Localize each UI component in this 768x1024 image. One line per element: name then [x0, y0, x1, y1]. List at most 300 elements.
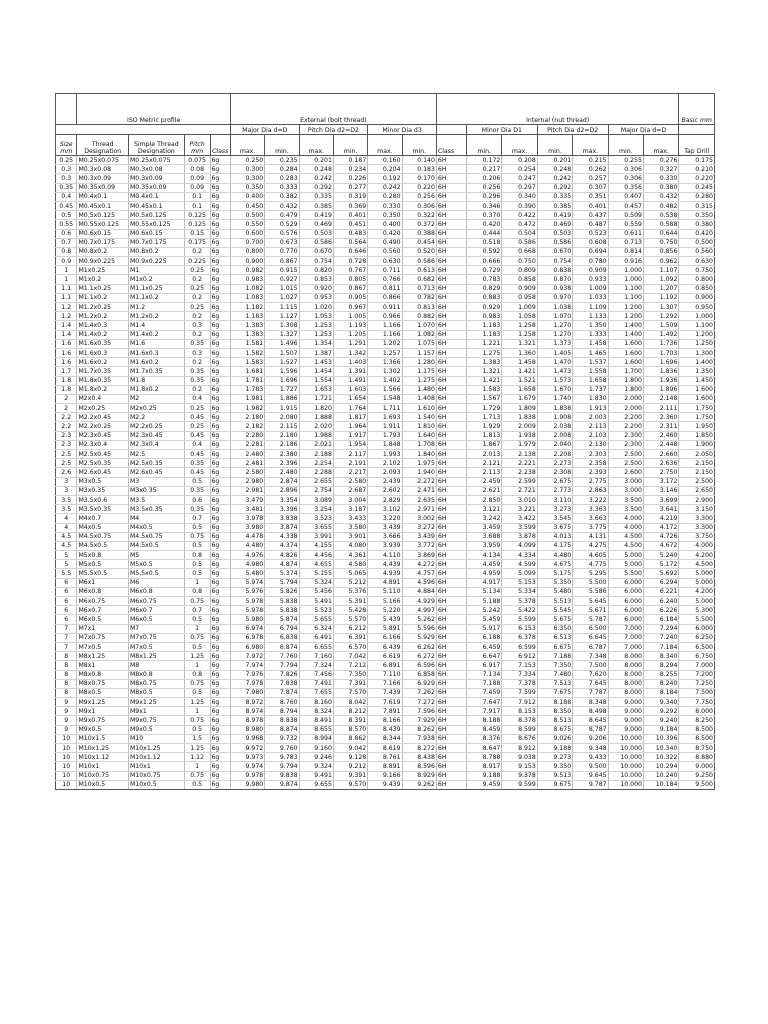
- cell-thread-designation: M9x1: [77, 707, 129, 716]
- cell-ext-major-max: 2.182: [230, 422, 264, 431]
- cell-simple-designation: M3.5x0.35: [128, 505, 184, 514]
- cell-class-int: 6H: [436, 597, 466, 606]
- cell-simple-designation: M5.5x0.5: [128, 569, 184, 578]
- cell-int-major-min: 10.000: [608, 762, 643, 771]
- cell-int-pitch-min: 0.870: [537, 275, 572, 284]
- cell-int-minor-min: 8.647: [466, 744, 501, 753]
- cell-ext-minor-max: 2.093: [368, 468, 402, 477]
- cell-class-ext: 6g: [210, 642, 230, 651]
- cell-simple-designation: M0.45x0.1: [128, 201, 184, 210]
- cell-simple-designation: M3x0.35: [128, 486, 184, 495]
- cell-class-ext: 6g: [210, 541, 230, 550]
- cell-tap-drill: 1.600: [679, 385, 715, 394]
- cell-int-major-max: 0.327: [644, 165, 679, 174]
- cell-ext-pitch-min: 5.065: [333, 569, 367, 578]
- cell-ext-major-max: 4.480: [230, 541, 264, 550]
- cell-ext-minor-min: 0.388: [402, 229, 436, 238]
- cell-int-minor-max: 4.599: [502, 560, 537, 569]
- cell-int-pitch-min: 8.350: [537, 707, 572, 716]
- cell-size: 0.35: [56, 183, 77, 192]
- cell-int-minor-max: 6.153: [502, 624, 537, 633]
- cell-class-int: 6H: [436, 330, 466, 339]
- cell-int-major-max: 5.172: [644, 560, 679, 569]
- cell-ext-minor-min: 5.929: [402, 633, 436, 642]
- cell-size: 2.6: [56, 468, 77, 477]
- header-int-major-min: min.: [608, 135, 643, 156]
- cell-simple-designation: M1: [128, 266, 184, 275]
- cell-tap-drill: 5.000: [679, 578, 715, 587]
- cell-class-int: 6H: [436, 165, 466, 174]
- cell-ext-minor-max: 1.366: [368, 358, 402, 367]
- header-int-pitch: Pitch Dia d2=D2: [537, 125, 608, 135]
- cell-class-int: 6H: [436, 192, 466, 201]
- cell-ext-pitch-max: 0.503: [299, 229, 333, 238]
- cell-int-pitch-max: 1.033: [573, 293, 608, 302]
- cell-ext-minor-max: 8.166: [368, 716, 402, 725]
- cell-int-minor-min: 7.459: [466, 688, 501, 697]
- cell-int-minor-max: 5.153: [502, 578, 537, 587]
- cell-thread-designation: M8x1.25: [77, 652, 129, 661]
- cell-int-pitch-min: 2.273: [537, 459, 572, 468]
- cell-size: 2: [56, 394, 77, 403]
- cell-simple-designation: M0.7x0.175: [128, 238, 184, 247]
- cell-pitch: 0.6: [184, 495, 210, 504]
- cell-ext-major-min: 1.327: [265, 330, 299, 339]
- cell-pitch: 0.75: [184, 597, 210, 606]
- cell-ext-major-min: 1.115: [265, 303, 299, 312]
- cell-int-minor-max: 6.599: [502, 642, 537, 651]
- cell-ext-major-min: 3.354: [265, 495, 299, 504]
- cell-ext-pitch-min: 1.817: [333, 413, 367, 422]
- cell-pitch: 1: [184, 661, 210, 670]
- cell-ext-pitch-min: 9.391: [333, 771, 367, 780]
- cell-int-minor-max: 7.378: [502, 679, 537, 688]
- cell-int-major-min: 4.500: [608, 541, 643, 550]
- cell-int-pitch-min: 0.419: [537, 211, 572, 220]
- cell-int-major-min: 9.000: [608, 716, 643, 725]
- cell-ext-major-min: 0.673: [265, 238, 299, 247]
- cell-ext-major-max: 0.550: [230, 220, 264, 229]
- cell-thread-designation: M9x0.5: [77, 725, 129, 734]
- cell-ext-pitch-min: 2.117: [333, 450, 367, 459]
- cell-tap-drill: 0.750: [679, 266, 715, 275]
- cell-ext-pitch-min: 5.391: [333, 597, 367, 606]
- cell-ext-minor-max: 8.344: [368, 734, 402, 743]
- cell-int-major-max: 4.219: [644, 514, 679, 523]
- cell-class-ext: 6g: [210, 725, 230, 734]
- cell-simple-designation: M9x0.5: [128, 725, 184, 734]
- cell-int-pitch-min: 1.573: [537, 376, 572, 385]
- cell-class-ext: 6g: [210, 679, 230, 688]
- cell-tap-drill: 1.000: [679, 312, 715, 321]
- cell-ext-major-min: 0.479: [265, 211, 299, 220]
- cell-tap-drill: 1.750: [679, 413, 715, 422]
- cell-size: 6: [56, 587, 77, 596]
- header-class-int: Class: [436, 135, 466, 156]
- thread-table-sheet: [55, 93, 715, 790]
- cell-int-major-min: 0.306: [608, 174, 643, 183]
- cell-pitch: 0.15: [184, 229, 210, 238]
- cell-class-ext: 6g: [210, 238, 230, 247]
- cell-simple-designation: M6x0.7: [128, 606, 184, 615]
- table-row: [56, 688, 715, 697]
- cell-class-int: 6H: [436, 220, 466, 229]
- cell-ext-pitch-max: 8.160: [299, 698, 333, 707]
- cell-int-pitch-min: 4.013: [537, 532, 572, 541]
- cell-int-pitch-min: 0.938: [537, 284, 572, 293]
- cell-ext-pitch-min: 1.342: [333, 348, 367, 357]
- cell-ext-minor-min: 2.971: [402, 505, 436, 514]
- cell-class-ext: 6g: [210, 404, 230, 413]
- cell-int-minor-min: 0.983: [466, 312, 501, 321]
- cell-int-pitch-max: 3.663: [573, 514, 608, 523]
- cell-int-major-min: 5.500: [608, 569, 643, 578]
- cell-int-minor-min: 0.729: [466, 266, 501, 275]
- cell-int-major-min: 6.000: [608, 606, 643, 615]
- cell-ext-major-max: 5.978: [230, 606, 264, 615]
- cell-ext-pitch-max: 9.246: [299, 753, 333, 762]
- cell-tap-drill: 0.315: [679, 201, 715, 210]
- cell-int-major-max: 0.856: [644, 247, 679, 256]
- cell-int-pitch-max: 1.009: [573, 284, 608, 293]
- cell-class-ext: 6g: [210, 514, 230, 523]
- cell-ext-pitch-max: 3.655: [299, 523, 333, 532]
- cell-int-major-max: 9.240: [644, 716, 679, 725]
- cell-int-minor-max: 4.099: [502, 541, 537, 550]
- cell-pitch: 0.75: [184, 633, 210, 642]
- cell-class-ext: 6g: [210, 321, 230, 330]
- cell-int-major-min: 0.509: [608, 211, 643, 220]
- cell-int-minor-min: 2.459: [466, 477, 501, 486]
- cell-int-minor-min: 8.376: [466, 734, 501, 743]
- cell-ext-minor-min: 4.757: [402, 569, 436, 578]
- cell-class-int: 6H: [436, 266, 466, 275]
- table-row: [56, 220, 715, 229]
- cell-int-major-min: 6.000: [608, 587, 643, 596]
- cell-class-ext: 6g: [210, 468, 230, 477]
- cell-ext-major-min: 5.826: [265, 587, 299, 596]
- cell-int-pitch-min: 1.373: [537, 339, 572, 348]
- cell-int-major-min: 2.200: [608, 422, 643, 431]
- cell-int-pitch-min: 9.026: [537, 734, 572, 743]
- cell-int-minor-max: 9.378: [502, 771, 537, 780]
- cell-class-int: 6H: [436, 587, 466, 596]
- cell-class-int: 6H: [436, 358, 466, 367]
- header-int-minor-min: min.: [466, 135, 501, 156]
- cell-ext-major-min: 7.838: [265, 679, 299, 688]
- cell-ext-minor-max: 2.602: [368, 486, 402, 495]
- cell-ext-minor-min: 8.272: [402, 744, 436, 753]
- cell-simple-designation: M0.5x0.125: [128, 211, 184, 220]
- cell-simple-designation: M9x1: [128, 707, 184, 716]
- cell-ext-pitch-min: 3.901: [333, 532, 367, 541]
- table-row: [56, 321, 715, 330]
- cell-class-ext: 6g: [210, 330, 230, 339]
- header-row-columns: [56, 135, 715, 156]
- cell-pitch: 0.1: [184, 201, 210, 210]
- cell-simple-designation: M0.9x0.225: [128, 257, 184, 266]
- cell-size: 2: [56, 404, 77, 413]
- cell-pitch: 0.1: [184, 192, 210, 201]
- cell-ext-minor-max: 4.110: [368, 551, 402, 560]
- cell-int-minor-max: 0.340: [502, 192, 537, 201]
- cell-simple-designation: M0.6x0.15: [128, 229, 184, 238]
- cell-thread-designation: M6x1: [77, 578, 129, 587]
- cell-int-minor-max: 0.254: [502, 165, 537, 174]
- cell-pitch: 0.8: [184, 670, 210, 679]
- cell-thread-designation: M4.5x0.75: [77, 532, 129, 541]
- cell-ext-pitch-min: 1.205: [333, 330, 367, 339]
- cell-ext-major-max: 3.479: [230, 495, 264, 504]
- cell-int-pitch-max: 6.500: [573, 624, 608, 633]
- cell-int-pitch-max: 1.830: [573, 394, 608, 403]
- cell-class-int: 6H: [436, 753, 466, 762]
- cell-class-int: 6H: [436, 541, 466, 550]
- cell-pitch: 0.08: [184, 165, 210, 174]
- cell-int-major-max: 1.107: [644, 266, 679, 275]
- cell-class-ext: 6g: [210, 192, 230, 201]
- cell-ext-minor-min: 7.938: [402, 734, 436, 743]
- cell-ext-major-min: 2.186: [265, 440, 299, 449]
- table-row: [56, 560, 715, 569]
- cell-int-major-min: 6.000: [608, 615, 643, 624]
- cell-ext-minor-min: 1.708: [402, 440, 436, 449]
- header-iso-profile: ISO Metric profile: [77, 94, 230, 125]
- cell-size: 10: [56, 734, 77, 743]
- cell-int-minor-min: 3.459: [466, 523, 501, 532]
- cell-class-int: 6H: [436, 404, 466, 413]
- cell-int-major-max: 2.311: [644, 422, 679, 431]
- cell-int-minor-min: 8.188: [466, 716, 501, 725]
- cell-simple-designation: M10x1: [128, 762, 184, 771]
- cell-ext-pitch-max: 2.254: [299, 459, 333, 468]
- cell-int-pitch-min: 9.675: [537, 780, 572, 789]
- cell-ext-minor-max: 8.439: [368, 725, 402, 734]
- cell-thread-designation: M1.4x0.3: [77, 321, 129, 330]
- cell-ext-pitch-min: 6.212: [333, 624, 367, 633]
- cell-size: 2.3: [56, 431, 77, 440]
- cell-int-minor-min: 0.370: [466, 211, 501, 220]
- cell-ext-major-max: 0.450: [230, 201, 264, 210]
- cell-int-major-min: 8.000: [608, 652, 643, 661]
- cell-class-int: 6H: [436, 257, 466, 266]
- cell-int-pitch-min: 2.038: [537, 422, 572, 431]
- cell-class-int: 6H: [436, 156, 466, 165]
- table-row: [56, 606, 715, 615]
- cell-ext-minor-max: 0.350: [368, 211, 402, 220]
- cell-int-minor-min: 8.788: [466, 753, 501, 762]
- cell-ext-major-min: 0.283: [265, 174, 299, 183]
- cell-ext-minor-min: 5.262: [402, 615, 436, 624]
- cell-int-pitch-max: 4.131: [573, 532, 608, 541]
- cell-pitch: 0.8: [184, 587, 210, 596]
- cell-int-minor-min: 0.346: [466, 201, 501, 210]
- cell-int-minor-max: 3.878: [502, 532, 537, 541]
- cell-ext-minor-min: 6.858: [402, 670, 436, 679]
- cell-int-major-min: 0.356: [608, 183, 643, 192]
- cell-pitch: 0.5: [184, 688, 210, 697]
- cell-thread-designation: M8x0.8: [77, 670, 129, 679]
- cell-ext-major-min: 2.874: [265, 477, 299, 486]
- table-row: [56, 459, 715, 468]
- cell-int-major-min: 4.000: [608, 523, 643, 532]
- cell-int-pitch-max: 0.608: [573, 238, 608, 247]
- cell-tap-drill: 1.350: [679, 367, 715, 376]
- cell-ext-major-max: 2.981: [230, 486, 264, 495]
- cell-class-ext: 6g: [210, 376, 230, 385]
- cell-ext-pitch-max: 7.160: [299, 652, 333, 661]
- header-simple-thread: Simple Thread Designation: [128, 135, 184, 156]
- cell-int-minor-min: 7.647: [466, 698, 501, 707]
- cell-ext-major-min: 4.374: [265, 541, 299, 550]
- cell-int-pitch-max: 3.222: [573, 495, 608, 504]
- cell-simple-designation: M8x1.25: [128, 652, 184, 661]
- cell-int-pitch-min: 8.188: [537, 698, 572, 707]
- cell-int-pitch-max: 9.348: [573, 744, 608, 753]
- cell-simple-designation: M7x0.75: [128, 633, 184, 642]
- header-row-groups: [56, 94, 715, 125]
- cell-int-pitch-max: 0.215: [573, 156, 608, 165]
- cell-class-ext: 6g: [210, 780, 230, 789]
- cell-ext-major-max: 1.582: [230, 348, 264, 357]
- cell-int-pitch-min: 1.270: [537, 321, 572, 330]
- cell-int-major-max: 0.482: [644, 201, 679, 210]
- cell-int-major-min: 2.000: [608, 404, 643, 413]
- table-row: [56, 587, 715, 596]
- cell-ext-pitch-max: 1.387: [299, 348, 333, 357]
- cell-ext-pitch-min: 4.361: [333, 551, 367, 560]
- cell-int-minor-min: 0.592: [466, 247, 501, 256]
- cell-ext-major-min: 9.874: [265, 780, 299, 789]
- cell-int-major-max: 8.340: [644, 652, 679, 661]
- cell-int-minor-min: 1.583: [466, 385, 501, 394]
- cell-pitch: 0.2: [184, 312, 210, 321]
- cell-ext-minor-min: 4.596: [402, 578, 436, 587]
- cell-tap-drill: 1.100: [679, 321, 715, 330]
- cell-ext-pitch-min: 0.483: [333, 229, 367, 238]
- cell-int-major-min: 9.000: [608, 698, 643, 707]
- cell-ext-minor-max: 5.891: [368, 624, 402, 633]
- cell-int-major-max: 2.111: [644, 404, 679, 413]
- cell-int-major-max: 0.644: [644, 229, 679, 238]
- cell-ext-minor-min: 3.439: [402, 532, 436, 541]
- cell-size: 0.5: [56, 211, 77, 220]
- cell-simple-designation: M0.25x0.075: [128, 156, 184, 165]
- cell-ext-minor-max: 8.891: [368, 762, 402, 771]
- cell-simple-designation: M5x0.5: [128, 560, 184, 569]
- cell-int-major-max: 1.292: [644, 312, 679, 321]
- cell-thread-designation: M5x0.8: [77, 551, 129, 560]
- cell-ext-minor-max: 3.939: [368, 541, 402, 550]
- cell-ext-major-max: 2.980: [230, 477, 264, 486]
- cell-ext-minor-max: 1.566: [368, 385, 402, 394]
- cell-ext-major-min: 4.338: [265, 532, 299, 541]
- cell-size: 1.8: [56, 385, 77, 394]
- cell-class-int: 6H: [436, 431, 466, 440]
- cell-pitch: 0.175: [184, 238, 210, 247]
- cell-tap-drill: 0.280: [679, 192, 715, 201]
- cell-tap-drill: 3.300: [679, 523, 715, 532]
- cell-class-int: 6H: [436, 367, 466, 376]
- cell-ext-pitch-max: 1.053: [299, 312, 333, 321]
- cell-ext-minor-max: 1.166: [368, 321, 402, 330]
- cell-int-minor-max: 5.099: [502, 569, 537, 578]
- cell-int-minor-min: 0.206: [466, 174, 501, 183]
- cell-class-int: 6H: [436, 174, 466, 183]
- cell-size: 3.5: [56, 505, 77, 514]
- table-row: [56, 716, 715, 725]
- cell-ext-minor-min: 7.272: [402, 698, 436, 707]
- cell-int-major-max: 8.184: [644, 688, 679, 697]
- cell-ext-pitch-min: 0.451: [333, 220, 367, 229]
- cell-thread-designation: M2x0.4: [77, 394, 129, 403]
- cell-tap-drill: 1.900: [679, 440, 715, 449]
- cell-int-major-min: 8.000: [608, 670, 643, 679]
- cell-pitch: 1: [184, 762, 210, 771]
- cell-thread-designation: M1x0.2: [77, 275, 129, 284]
- cell-ext-pitch-min: 6.391: [333, 633, 367, 642]
- cell-tap-drill: 2.150: [679, 459, 715, 468]
- cell-tap-drill: 0.500: [679, 238, 715, 247]
- cell-class-int: 6H: [436, 532, 466, 541]
- cell-tap-drill: 7.000: [679, 661, 715, 670]
- cell-size: 0.55: [56, 220, 77, 229]
- cell-ext-minor-min: 1.540: [402, 413, 436, 422]
- cell-thread-designation: M6x0.5: [77, 615, 129, 624]
- thread-table-body: [56, 156, 715, 790]
- cell-class-ext: 6g: [210, 156, 230, 165]
- table-row: [56, 376, 715, 385]
- cell-size: 5: [56, 551, 77, 560]
- cell-ext-pitch-min: 1.403: [333, 358, 367, 367]
- table-row: [56, 734, 715, 743]
- cell-ext-major-min: 6.794: [265, 624, 299, 633]
- cell-ext-minor-max: 1.711: [368, 404, 402, 413]
- cell-ext-major-max: 1.383: [230, 321, 264, 330]
- cell-ext-pitch-max: 5.523: [299, 606, 333, 615]
- cell-class-ext: 6g: [210, 413, 230, 422]
- table-row: [56, 780, 715, 789]
- cell-tap-drill: 2.150: [679, 468, 715, 477]
- cell-int-pitch-min: 5.350: [537, 578, 572, 587]
- table-row: [56, 652, 715, 661]
- table-row: [56, 633, 715, 642]
- cell-int-minor-min: 1.275: [466, 348, 501, 357]
- cell-ext-major-min: 5.874: [265, 615, 299, 624]
- cell-ext-pitch-min: 0.319: [333, 192, 367, 201]
- cell-ext-major-max: 7.978: [230, 679, 264, 688]
- cell-thread-designation: M0.6x0.15: [77, 229, 129, 238]
- cell-ext-major-min: 7.794: [265, 661, 299, 670]
- cell-ext-minor-max: 1.993: [368, 450, 402, 459]
- cell-class-int: 6H: [436, 505, 466, 514]
- header-int-minor: Minor Dia D1: [466, 125, 537, 135]
- cell-int-pitch-min: 6.675: [537, 642, 572, 651]
- cell-ext-minor-min: 3.002: [402, 514, 436, 523]
- cell-thread-designation: M6x0.8: [77, 587, 129, 596]
- cell-class-ext: 6g: [210, 358, 230, 367]
- cell-ext-pitch-max: 3.991: [299, 532, 333, 541]
- cell-thread-designation: M2x0.25: [77, 404, 129, 413]
- cell-ext-major-max: 0.250: [230, 156, 264, 165]
- cell-ext-minor-max: 4.939: [368, 569, 402, 578]
- cell-ext-minor-min: 1.075: [402, 339, 436, 348]
- cell-int-major-max: 0.380: [644, 183, 679, 192]
- table-row: [56, 505, 715, 514]
- cell-ext-major-min: 1.308: [265, 321, 299, 330]
- cell-ext-minor-max: 1.548: [368, 394, 402, 403]
- cell-ext-pitch-min: 8.570: [333, 725, 367, 734]
